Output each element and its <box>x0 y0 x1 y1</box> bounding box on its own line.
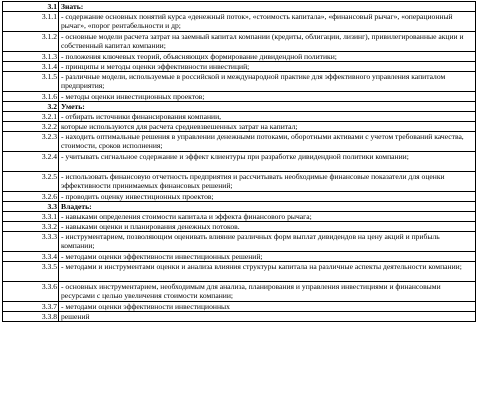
table-row <box>3 222 476 232</box>
table-row <box>3 192 476 202</box>
table-row <box>3 112 476 122</box>
row-number: 3.3.7 <box>3 302 59 312</box>
table-row <box>3 52 476 62</box>
row-number: 3.2.4 <box>3 152 59 172</box>
row-number: 3.1.2 <box>3 32 59 52</box>
table-row <box>3 152 476 172</box>
row-text: - инструментарием, позволяющим оценивать влияние различных форм выплат дивидендов на цену акций и прибыль компании; <box>59 232 476 252</box>
table-body <box>3 2 476 322</box>
table-row <box>3 92 476 102</box>
table-row <box>3 62 476 72</box>
row-number: 3.2.3 <box>3 132 59 152</box>
row-number: 3.3.4 <box>3 252 59 262</box>
row-number: 3.3.5 <box>3 262 59 282</box>
row-text: - методами и инструментами оценки и анализа влияния структуры капитала на различные аспекты деятельности компании; <box>59 262 476 282</box>
section-title: Знать: <box>59 2 476 12</box>
row-text: - проводить оценку инвестиционных проектов; <box>59 192 476 202</box>
row-number: 3.2.5 <box>3 172 59 192</box>
section-header-row <box>3 2 476 12</box>
row-number: 3.3.3 <box>3 232 59 252</box>
row-text: - отбирать источники финансирования компании, <box>59 112 476 122</box>
row-number: 3.2.1 <box>3 112 59 122</box>
row-text: - методы оценки инвестиционных проектов; <box>59 92 476 102</box>
row-text: - навыками оценки и планирования денежных потоков. <box>59 222 476 232</box>
row-number: 3.1.4 <box>3 62 59 72</box>
row-text: - методами оценки эффективности инвестиционных решений; <box>59 252 476 262</box>
table-row <box>3 172 476 192</box>
table-row <box>3 122 476 132</box>
table-row <box>3 212 476 222</box>
row-number: 3.1.5 <box>3 72 59 92</box>
row-text: - основные модели расчета затрат на заемный капитал компании (кредиты, облигации, лизинг), привилегированные акции и собственный капитал компании; <box>59 32 476 52</box>
table-row <box>3 132 476 152</box>
competencies-table <box>2 1 476 322</box>
table-row <box>3 72 476 92</box>
section-title: Владеть: <box>59 202 476 212</box>
row-number: 3.3.2 <box>3 222 59 232</box>
table-row <box>3 312 476 322</box>
row-number: 3.3.6 <box>3 282 59 302</box>
row-number: 3.1.6 <box>3 92 59 102</box>
row-number: 3.3.8 <box>3 312 59 322</box>
section-header-row <box>3 202 476 212</box>
row-text: которые используются для расчета средневзвешенных затрат на капитал; <box>59 122 476 132</box>
row-text: - содержание основных понятий курса «денежный поток», «стоимость капитала», «финансовый рычаг», «операционный рычаг», «порог рентабельности и др; <box>59 12 476 32</box>
row-text: - различные модели, используемые в российской и международной практике для эффективного управления капиталом предприятия; <box>59 72 476 92</box>
table-row <box>3 262 476 282</box>
row-text: - методами оценки эффективности инвестиционных <box>59 302 476 312</box>
table-row <box>3 282 476 302</box>
row-number: 3.3.1 <box>3 212 59 222</box>
row-text: - находить оптимальные решения в управлении денежными потоками, оборотными активами с учетом требований качества, стоимости, сроков исполнения; <box>59 132 476 152</box>
row-number: 3.2 <box>3 102 59 112</box>
row-text: - положения ключевых теорий, объясняющих формирование дивидендной политики; <box>59 52 476 62</box>
row-text: решений <box>59 312 476 322</box>
row-number: 3.1.1 <box>3 12 59 32</box>
section-header-row <box>3 102 476 112</box>
row-number: 3.2.2 <box>3 122 59 132</box>
table-row <box>3 32 476 52</box>
row-text: - учитывать сигнальное содержание и эффект клиентуры при разработке дивидендной политики компании; <box>59 152 476 172</box>
row-number: 3.3 <box>3 202 59 212</box>
table-row <box>3 302 476 312</box>
row-number: 3.1.3 <box>3 52 59 62</box>
row-number: 3.1 <box>3 2 59 12</box>
row-text: - использовать финансовую отчетность предприятия и рассчитывать необходимые финансовые показатели для оценки эффективности принимаемых финансовых решений; <box>59 172 476 192</box>
section-title: Уметь: <box>59 102 476 112</box>
row-text: - основных инструментарием, необходимым для анализа, планирования и управления инвестициями и финансовыми ресурсами с целью увеличения стоимости компании; <box>59 282 476 302</box>
table-row <box>3 12 476 32</box>
row-text: - навыками определения стоимости капитала и эффекта финансового рычага; <box>59 212 476 222</box>
table-row <box>3 232 476 252</box>
row-number: 3.2.6 <box>3 192 59 202</box>
row-text: - принципы и методы оценки эффективности инвестиций; <box>59 62 476 72</box>
table-row <box>3 252 476 262</box>
